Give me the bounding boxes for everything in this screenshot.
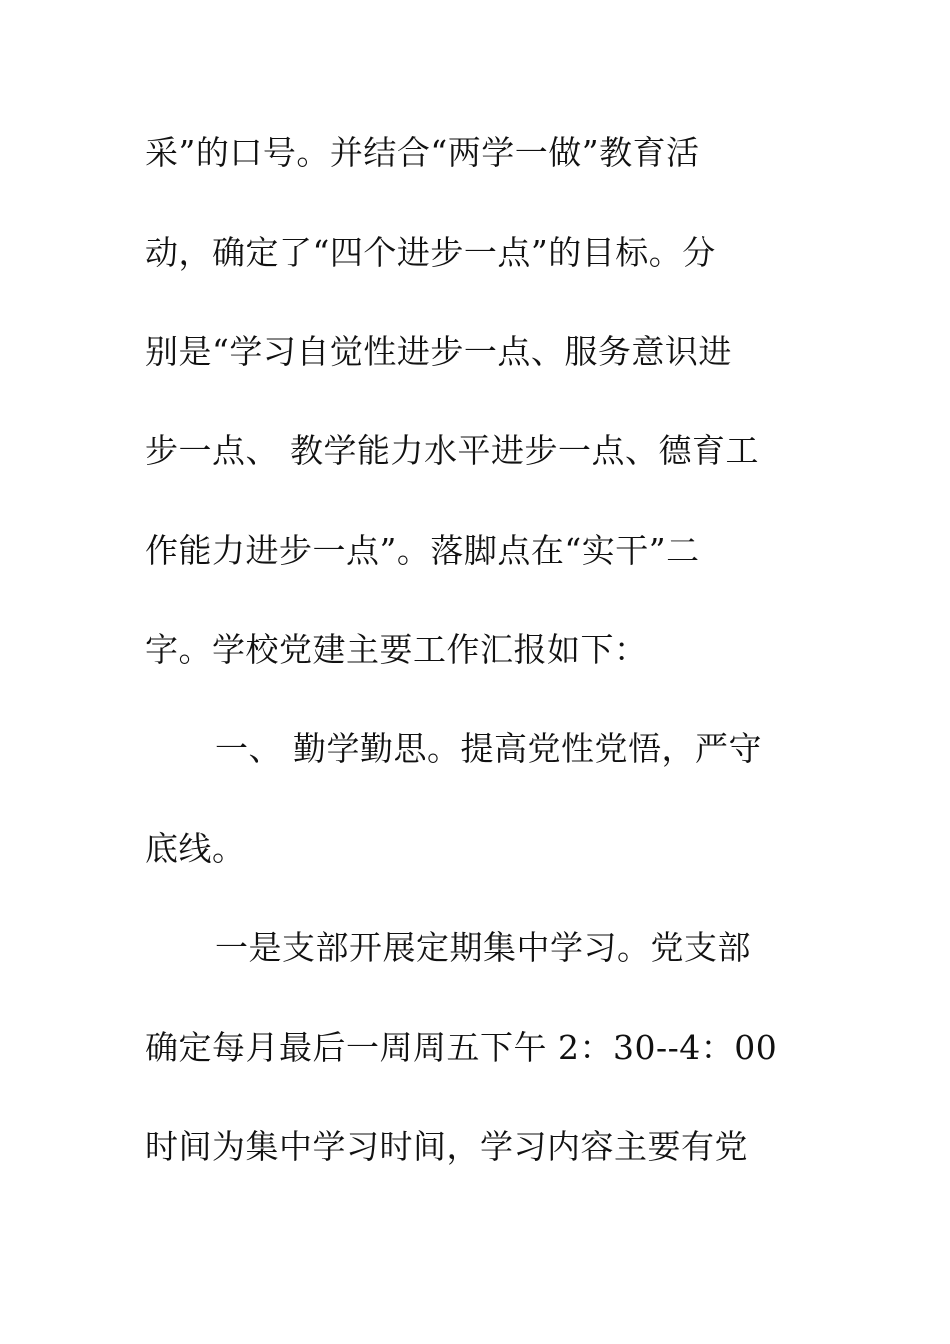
text-line: 别是“学习自觉性进步一点、服务意识进	[145, 332, 732, 371]
text-line: 字。学校党建主要工作汇报如下：	[145, 630, 648, 669]
text-line: 时间为集中学习时间，学习内容主要有党	[145, 1127, 748, 1166]
section-heading: 一、 勤学勤思。提高党性党悟，严守	[215, 729, 762, 768]
text-line: 确定每月最后一周周五下午 2：30--4：00	[145, 1028, 778, 1067]
text-line: 底线。	[145, 829, 246, 868]
text-line: 动，确定了“四个进步一点”的目标。分	[145, 233, 716, 272]
paragraph-start: 一是支部开展定期集中学习。党支部	[215, 928, 751, 967]
text-line: 作能力进步一点”。落脚点在“实干”二	[145, 531, 700, 570]
text-line: 采”的口号。并结合“两学一做”教育活	[145, 133, 700, 172]
text-line: 步一点、 教学能力水平进步一点、德育工	[145, 431, 759, 470]
